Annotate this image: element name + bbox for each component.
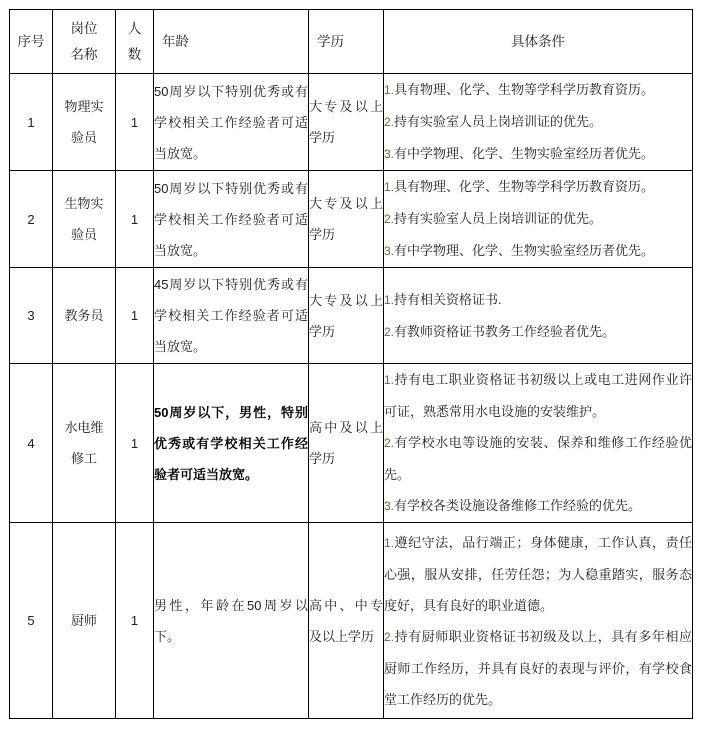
table-row xyxy=(10,523,693,719)
row-education xyxy=(309,74,384,171)
row-headcount: 1 xyxy=(116,171,154,268)
header-headcount-line1: 人 xyxy=(127,20,142,36)
condition-number: 3. xyxy=(384,244,395,258)
table-header-row xyxy=(10,10,693,74)
row-position-name xyxy=(53,523,116,719)
row-sequence: 1 xyxy=(10,74,53,171)
condition-item xyxy=(384,106,692,138)
row-headcount: 1 xyxy=(116,364,154,523)
condition-text: 持有电工职业资格证书初级以上或电工进网作业许可证，熟悉常用水电设施的安装维护。 xyxy=(384,372,692,419)
condition-number: 2. xyxy=(384,436,395,450)
condition-number: 2. xyxy=(384,115,395,129)
row-sequence: 4 xyxy=(10,364,53,523)
row-position-name xyxy=(53,171,116,268)
condition-item xyxy=(384,316,692,348)
condition-item xyxy=(384,427,692,490)
condition-item xyxy=(384,235,692,267)
condition-number: 3. xyxy=(384,499,395,513)
header-position-name xyxy=(53,10,116,74)
condition-item xyxy=(384,74,692,106)
condition-item xyxy=(384,203,692,235)
condition-item xyxy=(384,171,692,203)
row-education-text: 高中、中专及以上学历 xyxy=(309,597,383,644)
header-education: 学历 xyxy=(309,10,384,74)
condition-item xyxy=(384,621,692,715)
condition-text: 有学校各类设施设备维修工作经验的优先。 xyxy=(394,498,642,513)
recruitment-positions-table xyxy=(9,9,693,719)
row-age xyxy=(154,268,309,364)
row-sequence: 3 xyxy=(10,268,53,364)
row-position-name-line2: 验员 xyxy=(70,130,97,145)
row-age xyxy=(154,523,309,719)
row-position-name-line2: 验员 xyxy=(70,227,97,242)
row-position-name-line1: 水电维 xyxy=(64,420,104,435)
condition-text: 持有实验室人员上岗培训证的优先。 xyxy=(394,211,603,226)
row-sequence: 5 xyxy=(10,523,53,719)
condition-item xyxy=(384,138,692,170)
row-education-text: 高中及以上学历 xyxy=(309,420,383,466)
row-education xyxy=(309,364,384,523)
condition-item xyxy=(384,364,692,427)
condition-number: 2. xyxy=(384,324,395,339)
row-education-text: 大专及以上学历 xyxy=(309,292,383,339)
row-position-name-line1: 物理实 xyxy=(64,99,104,114)
condition-number: 1. xyxy=(384,292,395,307)
condition-number: 1. xyxy=(384,180,395,194)
recruitment-table-page xyxy=(0,9,701,731)
row-age-text: 男性，年龄在50周岁以下。 xyxy=(154,597,308,644)
row-age-text: 50周岁以下，男性，特别优秀或有学校相关工作经验者可适当放宽。 xyxy=(154,404,308,482)
table-row xyxy=(10,364,693,523)
table-row xyxy=(10,74,693,171)
row-age xyxy=(154,364,309,523)
row-position-name xyxy=(53,74,116,171)
condition-number: 1. xyxy=(384,83,395,97)
condition-number: 1. xyxy=(384,535,395,550)
row-education xyxy=(309,171,384,268)
condition-number: 2. xyxy=(384,212,395,226)
row-position-name xyxy=(53,268,116,364)
row-position-name xyxy=(53,364,116,523)
condition-item xyxy=(384,527,692,621)
row-conditions xyxy=(384,74,693,171)
table-row xyxy=(10,171,693,268)
row-headcount: 1 xyxy=(116,268,154,364)
row-headcount: 1 xyxy=(116,523,154,719)
condition-text: 具有物理、化学、生物等学科学历教育资历。 xyxy=(394,179,655,194)
row-conditions xyxy=(384,523,693,719)
row-education xyxy=(309,523,384,719)
condition-number: 3. xyxy=(384,147,395,161)
header-position-name-line1: 岗位 xyxy=(70,20,98,36)
row-position-name-line1: 教务员 xyxy=(64,308,104,323)
header-headcount xyxy=(116,10,154,74)
condition-number: 2. xyxy=(384,629,395,644)
row-conditions xyxy=(384,171,693,268)
condition-text: 有学校水电等设施的安装、保养和维修工作经验优先。 xyxy=(384,435,692,482)
condition-text: 有中学物理、化学、生物实验室经历者优先。 xyxy=(394,146,655,161)
row-position-name-line1: 生物实 xyxy=(64,196,104,211)
condition-number: 1. xyxy=(384,373,395,387)
header-sequence: 序号 xyxy=(10,10,53,74)
row-age xyxy=(154,74,309,171)
row-education xyxy=(309,268,384,364)
header-headcount-line2: 数 xyxy=(127,46,142,62)
row-position-name-line1: 厨师 xyxy=(70,613,97,628)
table-row xyxy=(10,268,693,364)
row-age-text: 50周岁以下特别优秀或有学校相关工作经验者可适当放宽。 xyxy=(154,83,308,161)
row-conditions xyxy=(384,268,693,364)
row-age-text: 50周岁以下特别优秀或有学校相关工作经验者可适当放宽。 xyxy=(154,180,308,258)
row-position-name-line2: 修工 xyxy=(70,451,97,466)
condition-text: 有中学物理、化学、生物实验室经历者优先。 xyxy=(394,243,655,258)
condition-text: 具有物理、化学、生物等学科学历教育资历。 xyxy=(394,82,655,97)
condition-text: 持有相关资格证书. xyxy=(394,291,502,307)
condition-text: 持有厨师职业资格证书初级及以上，具有多年相应厨师工作经历，并具有良好的表现与评价，有学校食堂工作经历的优先。 xyxy=(384,628,692,707)
row-education-text: 大专及以上学历 xyxy=(309,99,383,145)
row-education-text: 大专及以上学历 xyxy=(309,196,383,242)
condition-text: 遵纪守法，品行端正；身体健康，工作认真，责任心强，服从安排，任劳任怨；为人稳重踏实，服务态度好，具有良好的职业道德。 xyxy=(384,534,692,613)
condition-text: 持有实验室人员上岗培训证的优先。 xyxy=(394,114,603,129)
row-headcount: 1 xyxy=(116,74,154,171)
condition-item xyxy=(384,490,692,522)
header-conditions: 具体条件 xyxy=(384,10,693,74)
header-position-name-line2: 名称 xyxy=(70,46,98,62)
row-conditions xyxy=(384,364,693,523)
row-age-text: 45周岁以下特别优秀或有学校相关工作经验者可适当放宽。 xyxy=(154,277,308,354)
row-sequence: 2 xyxy=(10,171,53,268)
header-age: 年龄 xyxy=(154,10,309,74)
row-age xyxy=(154,171,309,268)
condition-item xyxy=(384,284,692,316)
condition-text: 有教师资格证书教务工作经验者优先。 xyxy=(394,323,616,339)
